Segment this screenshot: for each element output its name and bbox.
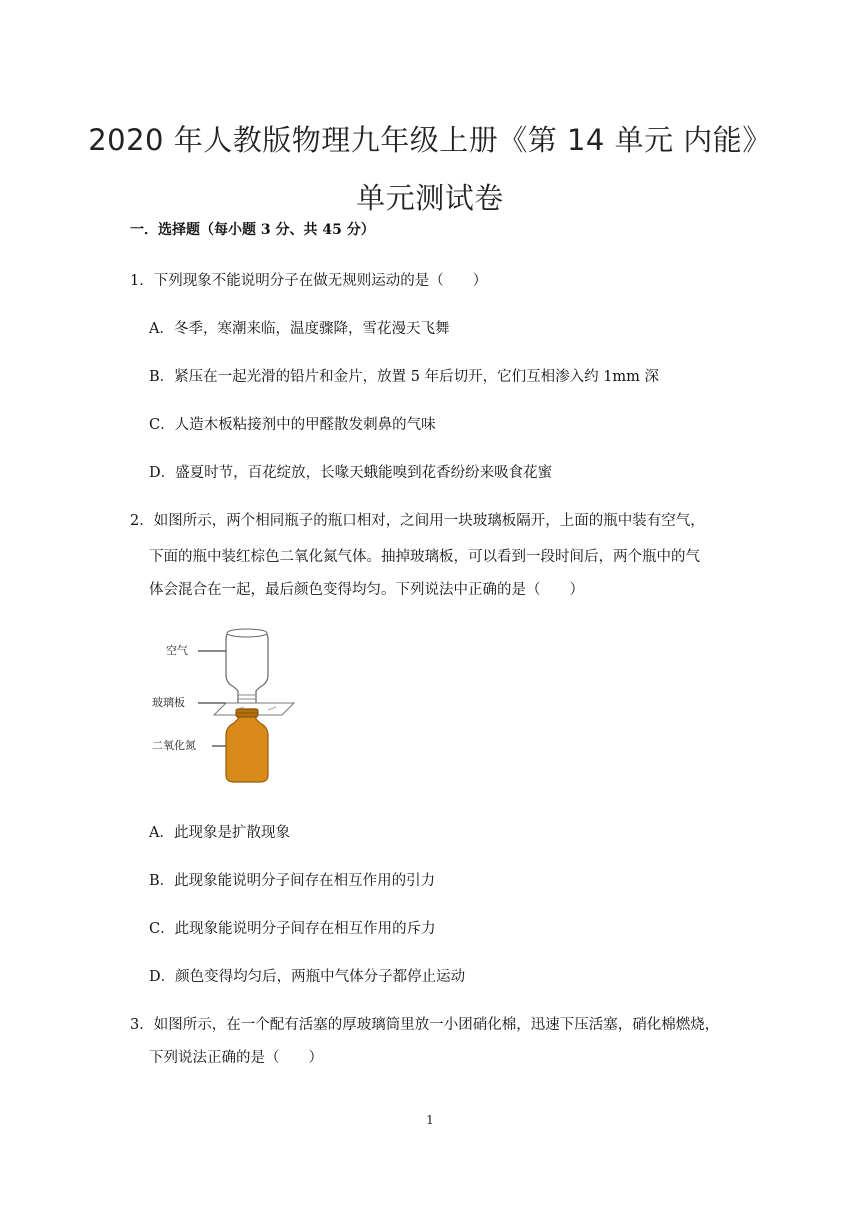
document-title-line-2: 单元测试卷 <box>356 181 504 215</box>
question-1-option-d: D．盛夏时节，百花绽放，长喙天蛾能嗅到花香纷纷来吸食花蜜 <box>149 465 553 481</box>
document-title-line-1: 2020 年人教版物理九年级上册《第 14 单元 内能》 <box>88 123 772 157</box>
question-1-option-c: C．人造木板粘接剂中的甲醛散发刺鼻的气味 <box>149 417 436 433</box>
upper-bottle <box>226 631 268 705</box>
lower-bottle <box>226 709 268 782</box>
question-2-option-b: B．此现象能说明分子间存在相互作用的引力 <box>149 873 436 889</box>
question-1-option-b: B．紧压在一起光滑的铅片和金片，放置 5 年后切开，它们互相渗入约 1mm 深 <box>149 369 660 385</box>
label-air: 空气 <box>166 644 188 657</box>
label-glass-plate: 玻璃板 <box>152 696 185 709</box>
label-nitrogen-dioxide: 二氧化氮 <box>152 739 196 752</box>
question-3-stem-line-1: 3．如图所示，在一个配有活塞的厚玻璃筒里放一小团硝化棉，迅速下压活塞，硝化棉燃烧， <box>130 1017 720 1033</box>
section-heading: 一．选择题（每小题 3 分、共 45 分） <box>130 222 375 238</box>
question-1-option-a: A．冬季，寒潮来临，温度骤降，雪花漫天飞舞 <box>149 321 450 337</box>
question-2-stem-line-3: 体会混合在一起，最后颜色变得均匀。下列说法中正确的是（ ） <box>149 582 584 598</box>
question-2-option-d: D．颜色变得均匀后，两瓶中气体分子都停止运动 <box>149 969 466 985</box>
question-1-stem: 1．下列现象不能说明分子在做无规则运动的是（ ） <box>130 273 488 289</box>
question-2-option-c: C．此现象能说明分子间存在相互作用的斥力 <box>149 921 436 937</box>
question-2-stem-line-2: 下面的瓶中装红棕色二氧化氮气体。抽掉玻璃板，可以看到一段时间后，两个瓶中的气 <box>149 549 700 565</box>
question-3-stem-line-2: 下列说法正确的是（ ） <box>149 1050 323 1066</box>
page-number: 1 <box>426 1113 434 1127</box>
question-2-stem-line-1: 2．如图所示，两个相同瓶子的瓶口相对，之间用一块玻璃板隔开，上面的瓶中装有空气， <box>130 513 705 529</box>
diffusion-experiment-figure <box>150 625 310 790</box>
question-2-option-a: A．此现象是扩散现象 <box>149 825 290 841</box>
